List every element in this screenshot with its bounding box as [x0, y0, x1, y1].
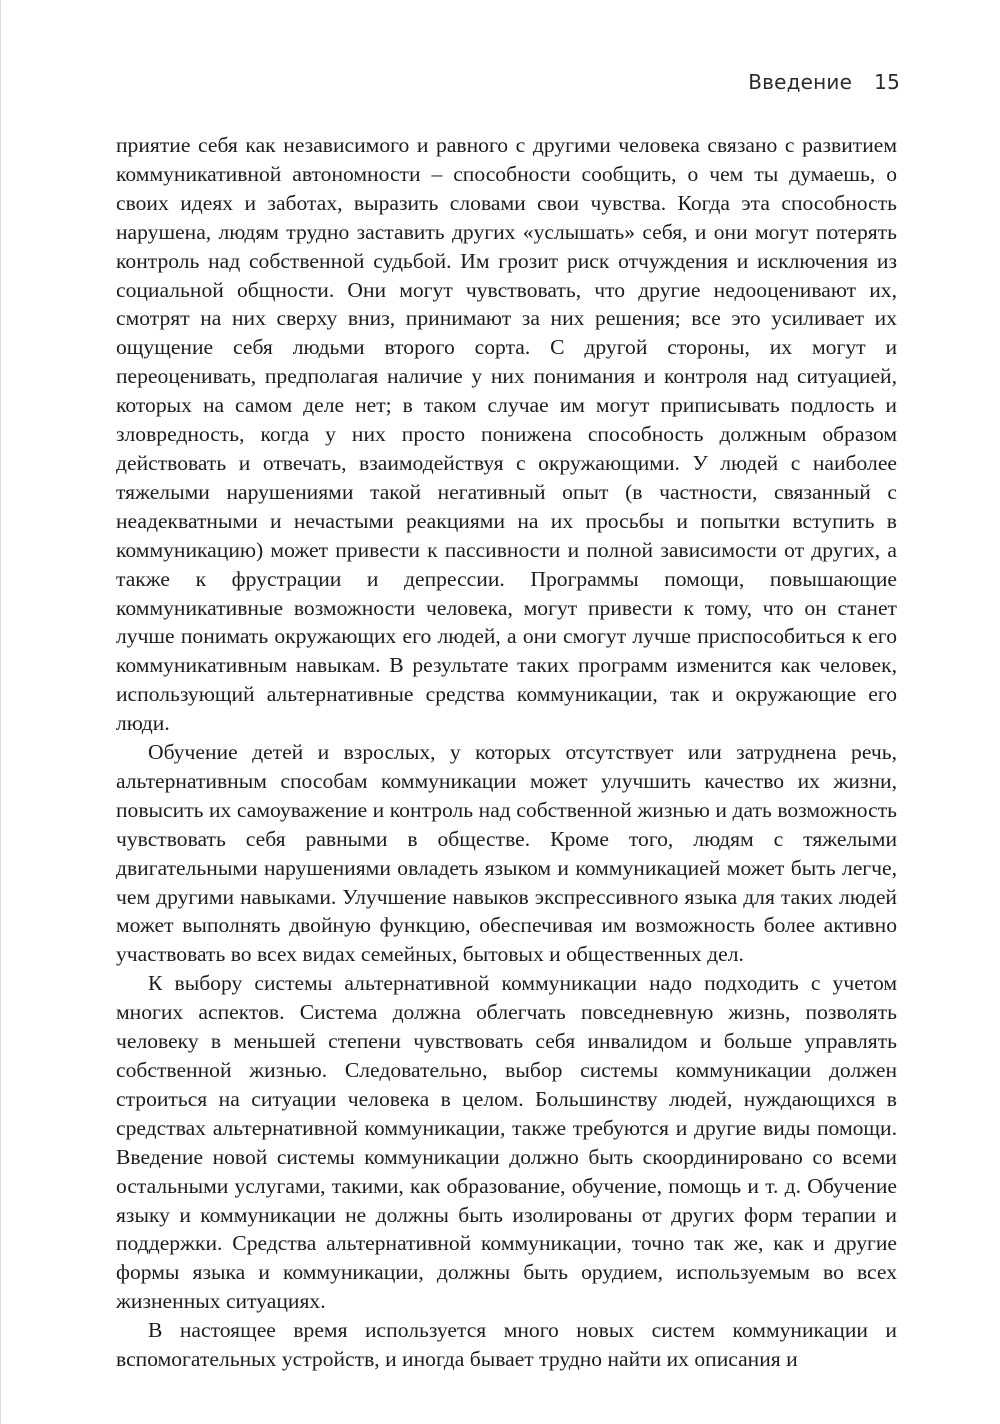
paragraph: В настоящее время используется много новых систем коммуникации и вспомогательных устройств, и иногда бывает трудно найти их описания и	[116, 1318, 897, 1372]
page-number: 15	[874, 70, 900, 94]
paragraph: приятие себя как независимого и равного с другими человека связано с развитием коммуникативной автономности – способности сообщить, о чем ты думаешь, о своих идеях и заботах, выразить словами свои чувства. Когда эта способность нарушена, людям трудно заставить других «услышать» себя, и они могут потерять контроль над собственной судьбой. Им грозит риск отчуждения и исключения из социальной общности. Они могут чувствовать, что другие недооценивают их, смотрят на них сверху вниз, принимают за них решения; все это усиливает их ощущение себя людьми второго сорта. С другой стороны, их могут и переоценивать, предполагая наличие у них понимания и контроля над ситуацией, которых на самом деле нет; в таком случае им могут приписывать подлость и зловредность, когда у них просто понижена способность должным образом действовать и отвечать, взаимодействуя с окружающими. У людей с наиболее тяжелыми нарушениями такой негативный опыт (в частности, связанный с неадекватными и нечастыми реакциями на их просьбы и попытки вступить в коммуникацию) может привести к пассивности и полной зависимости от других, а также к фрустрации и депрессии. Программы помощи, повышающие коммуникативные возможности человека, могут привести к тому, что он станет лучше понимать окружающих его людей, а они смогут лучше приспособиться к его коммуникативным навыкам. В результате таких программ изменится как человек, использующий альтернативные средства коммуникации, так и окружающие его люди.	[116, 133, 897, 736]
section-title: Введение	[748, 70, 853, 94]
paragraph: К выбору системы альтернативной коммуникации надо подходить с учетом многих аспектов. Система должна облегчать повседневную жизнь, позволять человеку в меньшей степени чувствовать себя инвалидом и больше управлять собственной жизнью. Следовательно, выбор системы коммуникации должен строиться на ситуации человека в целом. Большинству людей, нуждающихся в средствах альтернативной коммуникации, также требуются и другие виды помощи. Введение новой системы коммуникации должно быть скоординировано со всеми остальными услугами, такими, как образование, обучение, помощь и т. д. Обучение языку и коммуникации не должны быть изолированы от других форм терапии и поддержки. Средства альтернативной коммуникации, точно так же, как и другие формы языка и коммуникации, должны быть орудием, используемым во всех жизненных ситуациях.	[116, 971, 897, 1314]
body-text	[116, 131, 897, 1374]
running-header	[748, 70, 900, 94]
page-edge	[0, 0, 1, 1424]
paragraph: Обучение детей и взрослых, у которых отсутствует или затруднена речь, альтернативным способам коммуникации может улучшить качество их жизни, повысить их самоуважение и контроль над собственной жизнью и дать возможность чувствовать себя равными в обществе. Кроме того, людям с тяжелыми двигательными нарушениями овладеть языком и коммуникацией может быть легче, чем другими навыками. Улучшение навыков экспрессивного языка для таких людей может выполнять двойную функцию, обеспечивая им возможность более активно участвовать во всех видах семейных, бытовых и общественных дел.	[116, 740, 897, 967]
